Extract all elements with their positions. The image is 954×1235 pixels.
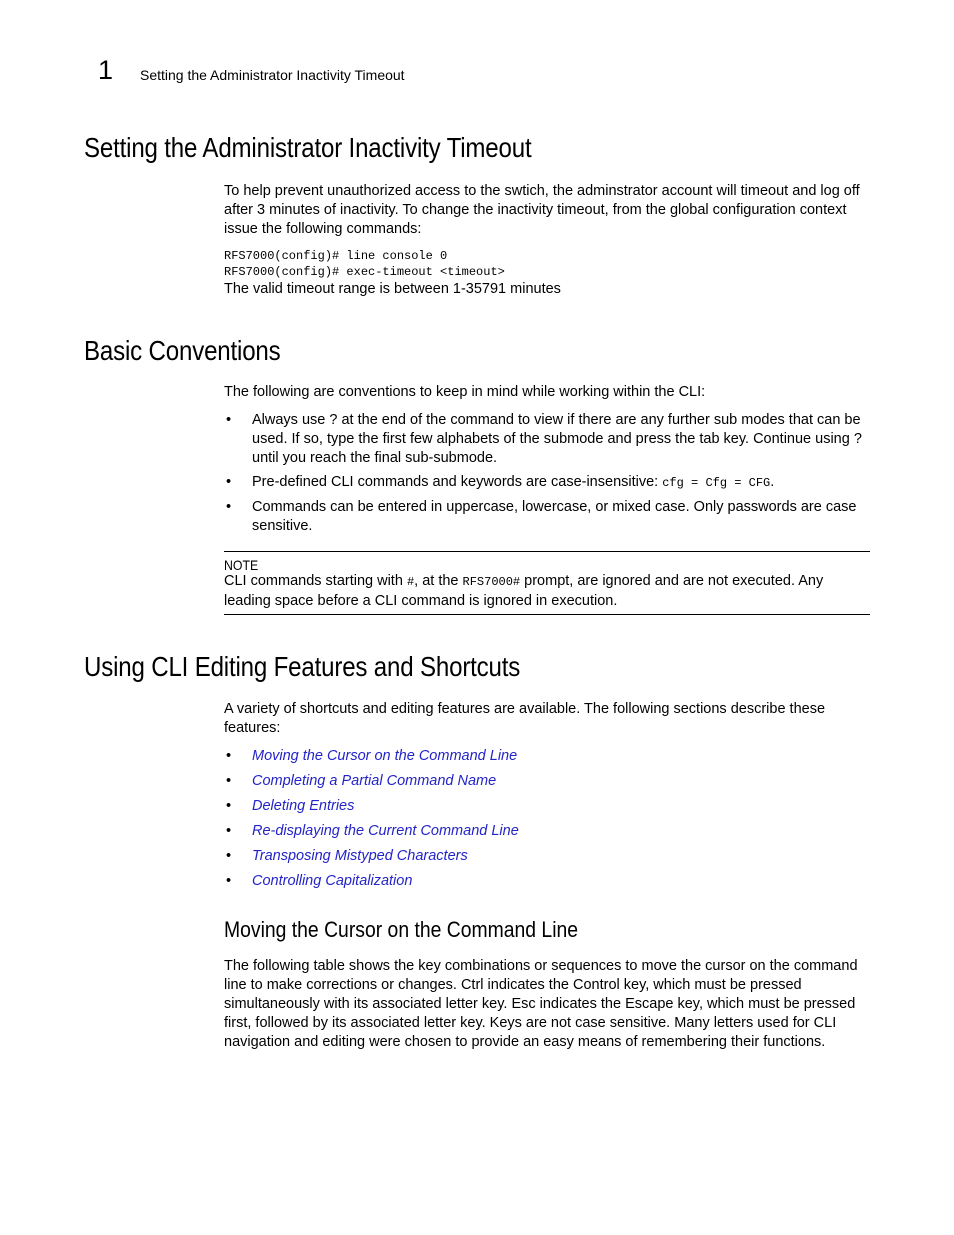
heading-inactivity-timeout: Setting the Administrator Inactivity Timeout (84, 132, 532, 163)
case-example-code: cfg = Cfg = CFG (662, 476, 771, 490)
running-header-title: Setting the Administrator Inactivity Timeout (140, 67, 405, 83)
editing-link-item (224, 747, 870, 766)
chapter-number: 1 (98, 55, 114, 85)
bullet-dot: • (226, 873, 232, 889)
link-redisplaying-line[interactable]: Re-displaying the Current Command Line (252, 823, 519, 839)
timeout-code-line-1: RFS7000(config)# line console 0 (224, 249, 448, 263)
bullet-dot: • (226, 823, 232, 839)
conventions-bullet-item (224, 411, 870, 468)
cursor-text-part: indicates the Escape key, which must be pressed first, followed by its associated letter key. Keys are not case sensitive. Many letters used for CLI navigation and editing were chosen to provide an easy means of remembering their functions. (224, 996, 856, 1050)
ctrl-key-label: Ctrl (460, 977, 484, 993)
bullet-dot: • (226, 748, 232, 764)
note-text-part: CLI commands starting with (224, 573, 407, 589)
heading-moving-cursor: Moving the Cursor on the Command Line (224, 917, 579, 942)
esc-key-label: Esc (511, 996, 536, 1012)
question-mark-key: ? (853, 431, 862, 447)
question-mark-key: ? (329, 412, 338, 428)
editing-link-item (224, 797, 870, 816)
editing-links-list (224, 747, 870, 891)
editing-link-item (224, 872, 870, 891)
bullet-text: until you reach the final sub-submode. (252, 450, 498, 466)
conventions-bullet-item (224, 498, 870, 536)
bullet-dot: • (226, 499, 232, 515)
timeout-code-line-2: RFS7000(config)# exec-timeout <timeout> (224, 265, 505, 279)
bullet-text: at the end of the command to view if there are any further sub modes that can be used. If so, type the first few alphabets of the submode and press the tab key. Continue using (252, 412, 861, 447)
note-text (224, 572, 870, 611)
note-text-part: , at the (414, 573, 463, 589)
editing-link-item (224, 822, 870, 841)
bullet-dot: • (226, 412, 232, 428)
bullet-text: . (770, 474, 775, 490)
link-transposing-characters[interactable]: Transposing Mistyped Characters (252, 848, 468, 864)
note-text-part: prompt, are ignored and are not executed. Any leading space before a CLI command is ignored in execution. (224, 573, 824, 609)
cursor-text-part: indicates the Control key, which must be pressed simultaneously with its associated letter key. (224, 977, 802, 1012)
hash-code: # (406, 575, 415, 589)
bullet-dot: • (226, 798, 232, 814)
conventions-intro-paragraph: The following are conventions to keep in mind while working within the CLI: (224, 384, 706, 400)
bullet-text: Pre-defined CLI commands and keywords are case-insensitive: (252, 474, 663, 490)
bullet-dot: • (226, 474, 232, 490)
timeout-range-note: The valid timeout range is between 1-35791 minutes (224, 281, 561, 297)
bullet-text: Always use (252, 412, 330, 428)
heading-basic-conventions: Basic Conventions (84, 335, 281, 366)
cursor-paragraph (224, 957, 870, 1052)
note-box (224, 551, 870, 615)
link-moving-cursor[interactable]: Moving the Cursor on the Command Line (252, 748, 518, 764)
heading-cli-editing: Using CLI Editing Features and Shortcuts (84, 651, 521, 682)
editing-link-item (224, 847, 870, 866)
link-completing-command[interactable]: Completing a Partial Command Name (252, 773, 497, 789)
link-controlling-capitalization[interactable]: Controlling Capitalization (252, 873, 413, 889)
editing-link-item (224, 772, 870, 791)
bullet-text: Commands can be entered in uppercase, lowercase, or mixed case. Only passwords are case sensitive. (252, 499, 857, 534)
note-label: NOTE (224, 557, 259, 573)
link-deleting-entries[interactable]: Deleting Entries (252, 798, 355, 814)
conventions-bullet-item (224, 473, 870, 493)
editing-intro-paragraph: A variety of shortcuts and editing features are available. The following sections describe these features: (224, 701, 826, 736)
cursor-text-part: The following table shows the key combinations or sequences to move the cursor on the command line to make corrections or changes. (224, 958, 858, 993)
timeout-intro-paragraph: To help prevent unauthorized access to the swtich, the adminstrator account will timeout and log off after 3 minutes of inactivity. To change the inactivity timeout, from the global configuration context issue the following commands: (224, 183, 860, 237)
bullet-dot: • (226, 848, 232, 864)
prompt-code: RFS7000# (462, 575, 521, 589)
conventions-bullet-list (224, 411, 870, 536)
bullet-dot: • (226, 773, 232, 789)
